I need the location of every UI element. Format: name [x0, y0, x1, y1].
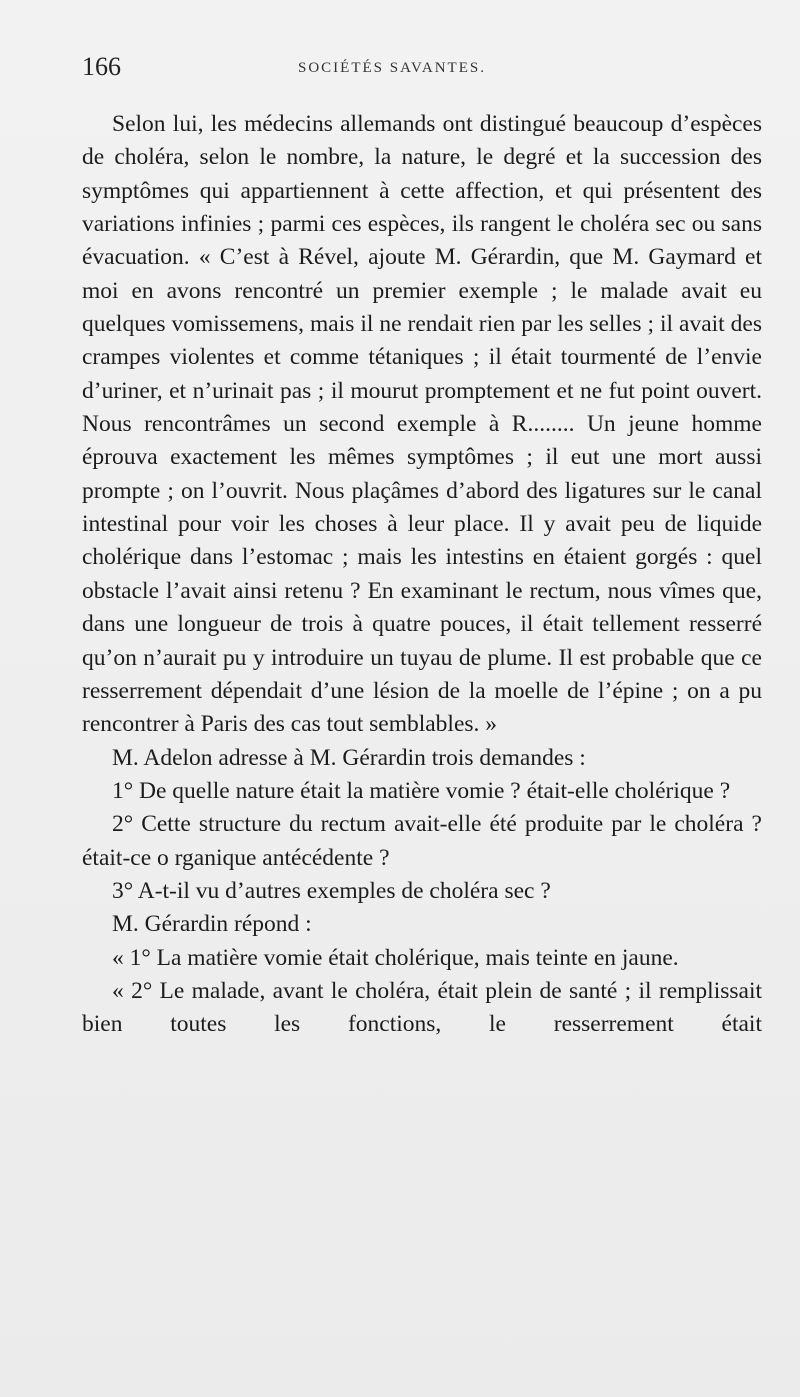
paragraph-7: « 1° La matière vomie était cholérique, mais teinte en jaune. — [112, 944, 679, 971]
paragraph-5: 3° A-t-il vu d’autres exemples de choléra sec ? — [112, 877, 551, 904]
page-header — [82, 52, 762, 92]
paragraph-6: M. Gérardin répond : — [112, 911, 312, 938]
paragraph-4: 2° Cette structure du rectum avait-elle été produite par le choléra ? était-ce o rganique antécédente ? — [82, 811, 762, 871]
running-head: SOCIÉTÉS SAVANTES. — [298, 60, 486, 76]
paragraph-2: M. Adelon adresse à M. Gérardin trois demandes : — [112, 744, 586, 771]
paragraph-8: « 2° Le malade, avant le choléra, était plein de santé ; il remplissait bien toutes les fonctions, le resserrement était — [82, 977, 762, 1038]
page-number: 166 — [82, 52, 121, 81]
paragraph-3: 1° De quelle nature était la matière vomie ? était-elle cholérique ? — [112, 777, 731, 804]
paragraph-1: Selon lui, les médecins allemands ont distingué beaucoup d’espèces de choléra, selon le nombre, la nature, le degré et la succession des symptômes qui appartiennent à cette affection, et qui présentent des variations infinies ; parmi ces espèces, ils rangent le choléra sec ou sans évacuation. « C’est à Rével, ajoute M. Gérardin, que M. Gaymard et moi en avons rencontré un premier exemple ; le malade avait eu quelques vomissemens, mais il ne rendait rien par les selles ; il avait des crampes violentes et comme tétaniques ; il était tourmenté de l’envie d’uriner, et n’urinait pas ; il mourut promptement et ne fut point ouvert. Nous rencontrâmes un second exemple à R........ Un jeune homme éprouva exactement les mêmes symptômes ; il eut une mort aussi prompte ; on l’ouvrit. Nous plaçâmes d’abord des ligatures sur le canal intestinal pour voir les choses à leur place. Il y avait peu de liquide cholérique dans l’estomac ; mais les intestins en étaient gorgés : quel obstacle l’avait ainsi retenu ? En examinant le rectum, nous vîmes que, dans une longueur de trois à quatre pouces, il était tellement resserré qu’on n’aurait pu y introduire un tuyau de plume. Il est probable que ce resserrement dépendait d’une lésion de la moelle de l’épine ; on a pu rencontrer à Paris des cas tout semblables. » — [82, 111, 762, 738]
body-text — [82, 108, 762, 1042]
